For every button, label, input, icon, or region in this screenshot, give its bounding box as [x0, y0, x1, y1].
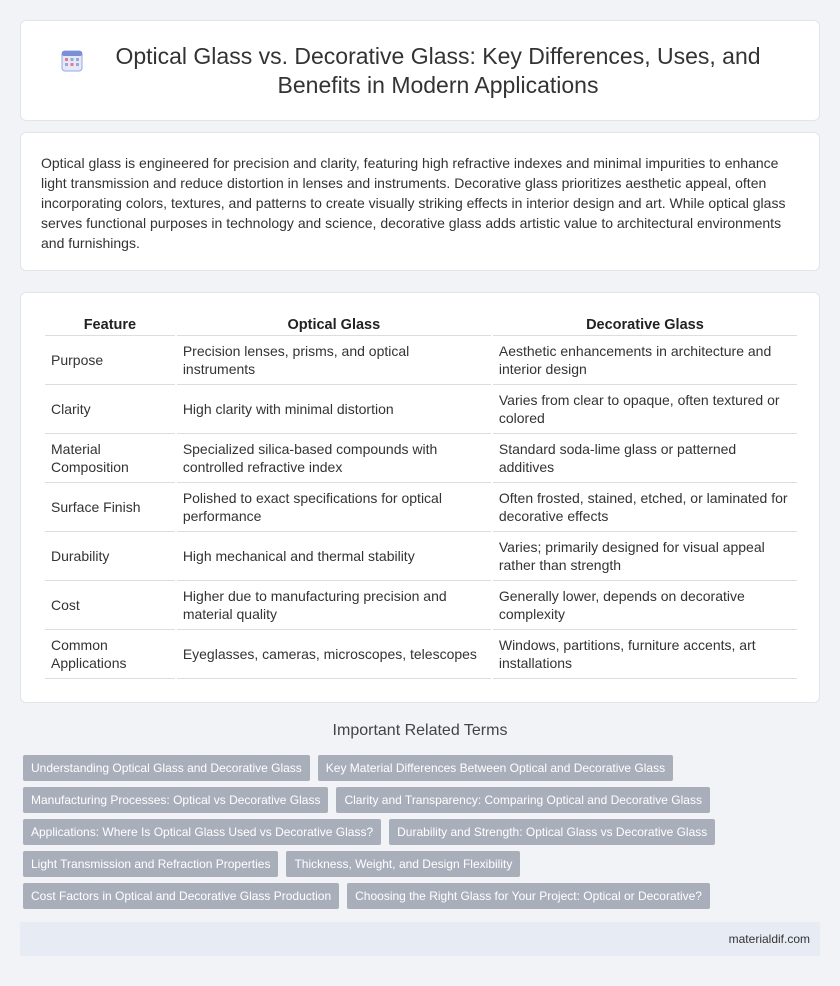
- table-row: [45, 385, 797, 434]
- related-term-link[interactable]: Thickness, Weight, and Design Flexibility: [286, 851, 520, 877]
- decorative-cell: Varies from clear to opaque, often textured or colored: [493, 385, 797, 434]
- footer: [20, 922, 820, 956]
- table-row: [45, 434, 797, 483]
- tag-row: [23, 819, 823, 845]
- optical-cell: Specialized silica-based compounds with controlled refractive index: [177, 434, 491, 483]
- related-term-link[interactable]: Key Material Differences Between Optical and Decorative Glass: [318, 755, 673, 781]
- comparison-table: [43, 313, 799, 679]
- feature-cell: Material Composition: [45, 434, 175, 483]
- title-card: [20, 20, 820, 121]
- related-terms-list: [23, 755, 823, 915]
- feature-cell: Surface Finish: [45, 483, 175, 532]
- optical-cell: Eyeglasses, cameras, microscopes, telescopes: [177, 630, 491, 679]
- tag-row: [23, 851, 823, 877]
- tag-row: [23, 755, 823, 781]
- related-term-link[interactable]: Choosing the Right Glass for Your Project: Optical or Decorative?: [347, 883, 710, 909]
- related-term-link[interactable]: Light Transmission and Refraction Properties: [23, 851, 278, 877]
- table-row: [45, 630, 797, 679]
- table-row: [45, 336, 797, 385]
- optical-cell: High clarity with minimal distortion: [177, 385, 491, 434]
- page-title: Optical Glass vs. Decorative Glass: Key Differences, Uses, and Benefits in Modern Applications: [115, 42, 761, 98]
- calendar-grid-icon: [60, 48, 86, 74]
- feature-cell: Cost: [45, 581, 175, 630]
- decorative-cell: Often frosted, stained, etched, or laminated for decorative effects: [493, 483, 797, 532]
- feature-cell: Durability: [45, 532, 175, 581]
- related-terms-heading: Important Related Terms: [332, 722, 508, 739]
- tag-row: [23, 787, 823, 813]
- optical-cell: Precision lenses, prisms, and optical instruments: [177, 336, 491, 385]
- comparison-table-card: [20, 292, 820, 703]
- decorative-cell: Aesthetic enhancements in architecture and interior design: [493, 336, 797, 385]
- intro-card: [20, 132, 820, 271]
- feature-cell: Clarity: [45, 385, 175, 434]
- feature-cell: Common Applications: [45, 630, 175, 679]
- related-term-link[interactable]: Manufacturing Processes: Optical vs Decorative Glass: [23, 787, 328, 813]
- feature-cell: Purpose: [45, 336, 175, 385]
- table-row: [45, 532, 797, 581]
- decorative-cell: Standard soda-lime glass or patterned additives: [493, 434, 797, 483]
- table-row: [45, 483, 797, 532]
- related-term-link[interactable]: Durability and Strength: Optical Glass vs Decorative Glass: [389, 819, 715, 845]
- decorative-cell: Varies; primarily designed for visual appeal rather than strength: [493, 532, 797, 581]
- column-header: Optical Glass: [177, 313, 491, 336]
- table-header-row: [45, 313, 797, 336]
- table-row: [45, 581, 797, 630]
- decorative-cell: Windows, partitions, furniture accents, art installations: [493, 630, 797, 679]
- decorative-cell: Generally lower, depends on decorative complexity: [493, 581, 797, 630]
- related-term-link[interactable]: Cost Factors in Optical and Decorative Glass Production: [23, 883, 339, 909]
- footer-site-link[interactable]: materialdif.com: [728, 932, 810, 946]
- optical-cell: Polished to exact specifications for optical performance: [177, 483, 491, 532]
- related-term-link[interactable]: Applications: Where Is Optical Glass Used vs Decorative Glass?: [23, 819, 381, 845]
- intro-text: Optical glass is engineered for precision and clarity, featuring high refractive indexes and minimal impurities to enhance light transmission and reduce distortion in lenses and instruments. Decorative glass prioritizes aesthetic appeal, often incorporating colors, textures, and patterns to create visually striking effects in interior design and art. While optical glass serves functional purposes in technology and science, decorative glass adds artistic value to architectural environments and furnishings.: [41, 155, 786, 251]
- tag-row: [23, 883, 823, 909]
- related-term-link[interactable]: Clarity and Transparency: Comparing Optical and Decorative Glass: [336, 787, 710, 813]
- column-header: Feature: [45, 313, 175, 336]
- optical-cell: Higher due to manufacturing precision and material quality: [177, 581, 491, 630]
- column-header: Decorative Glass: [493, 313, 797, 336]
- optical-cell: High mechanical and thermal stability: [177, 532, 491, 581]
- related-term-link[interactable]: Understanding Optical Glass and Decorative Glass: [23, 755, 310, 781]
